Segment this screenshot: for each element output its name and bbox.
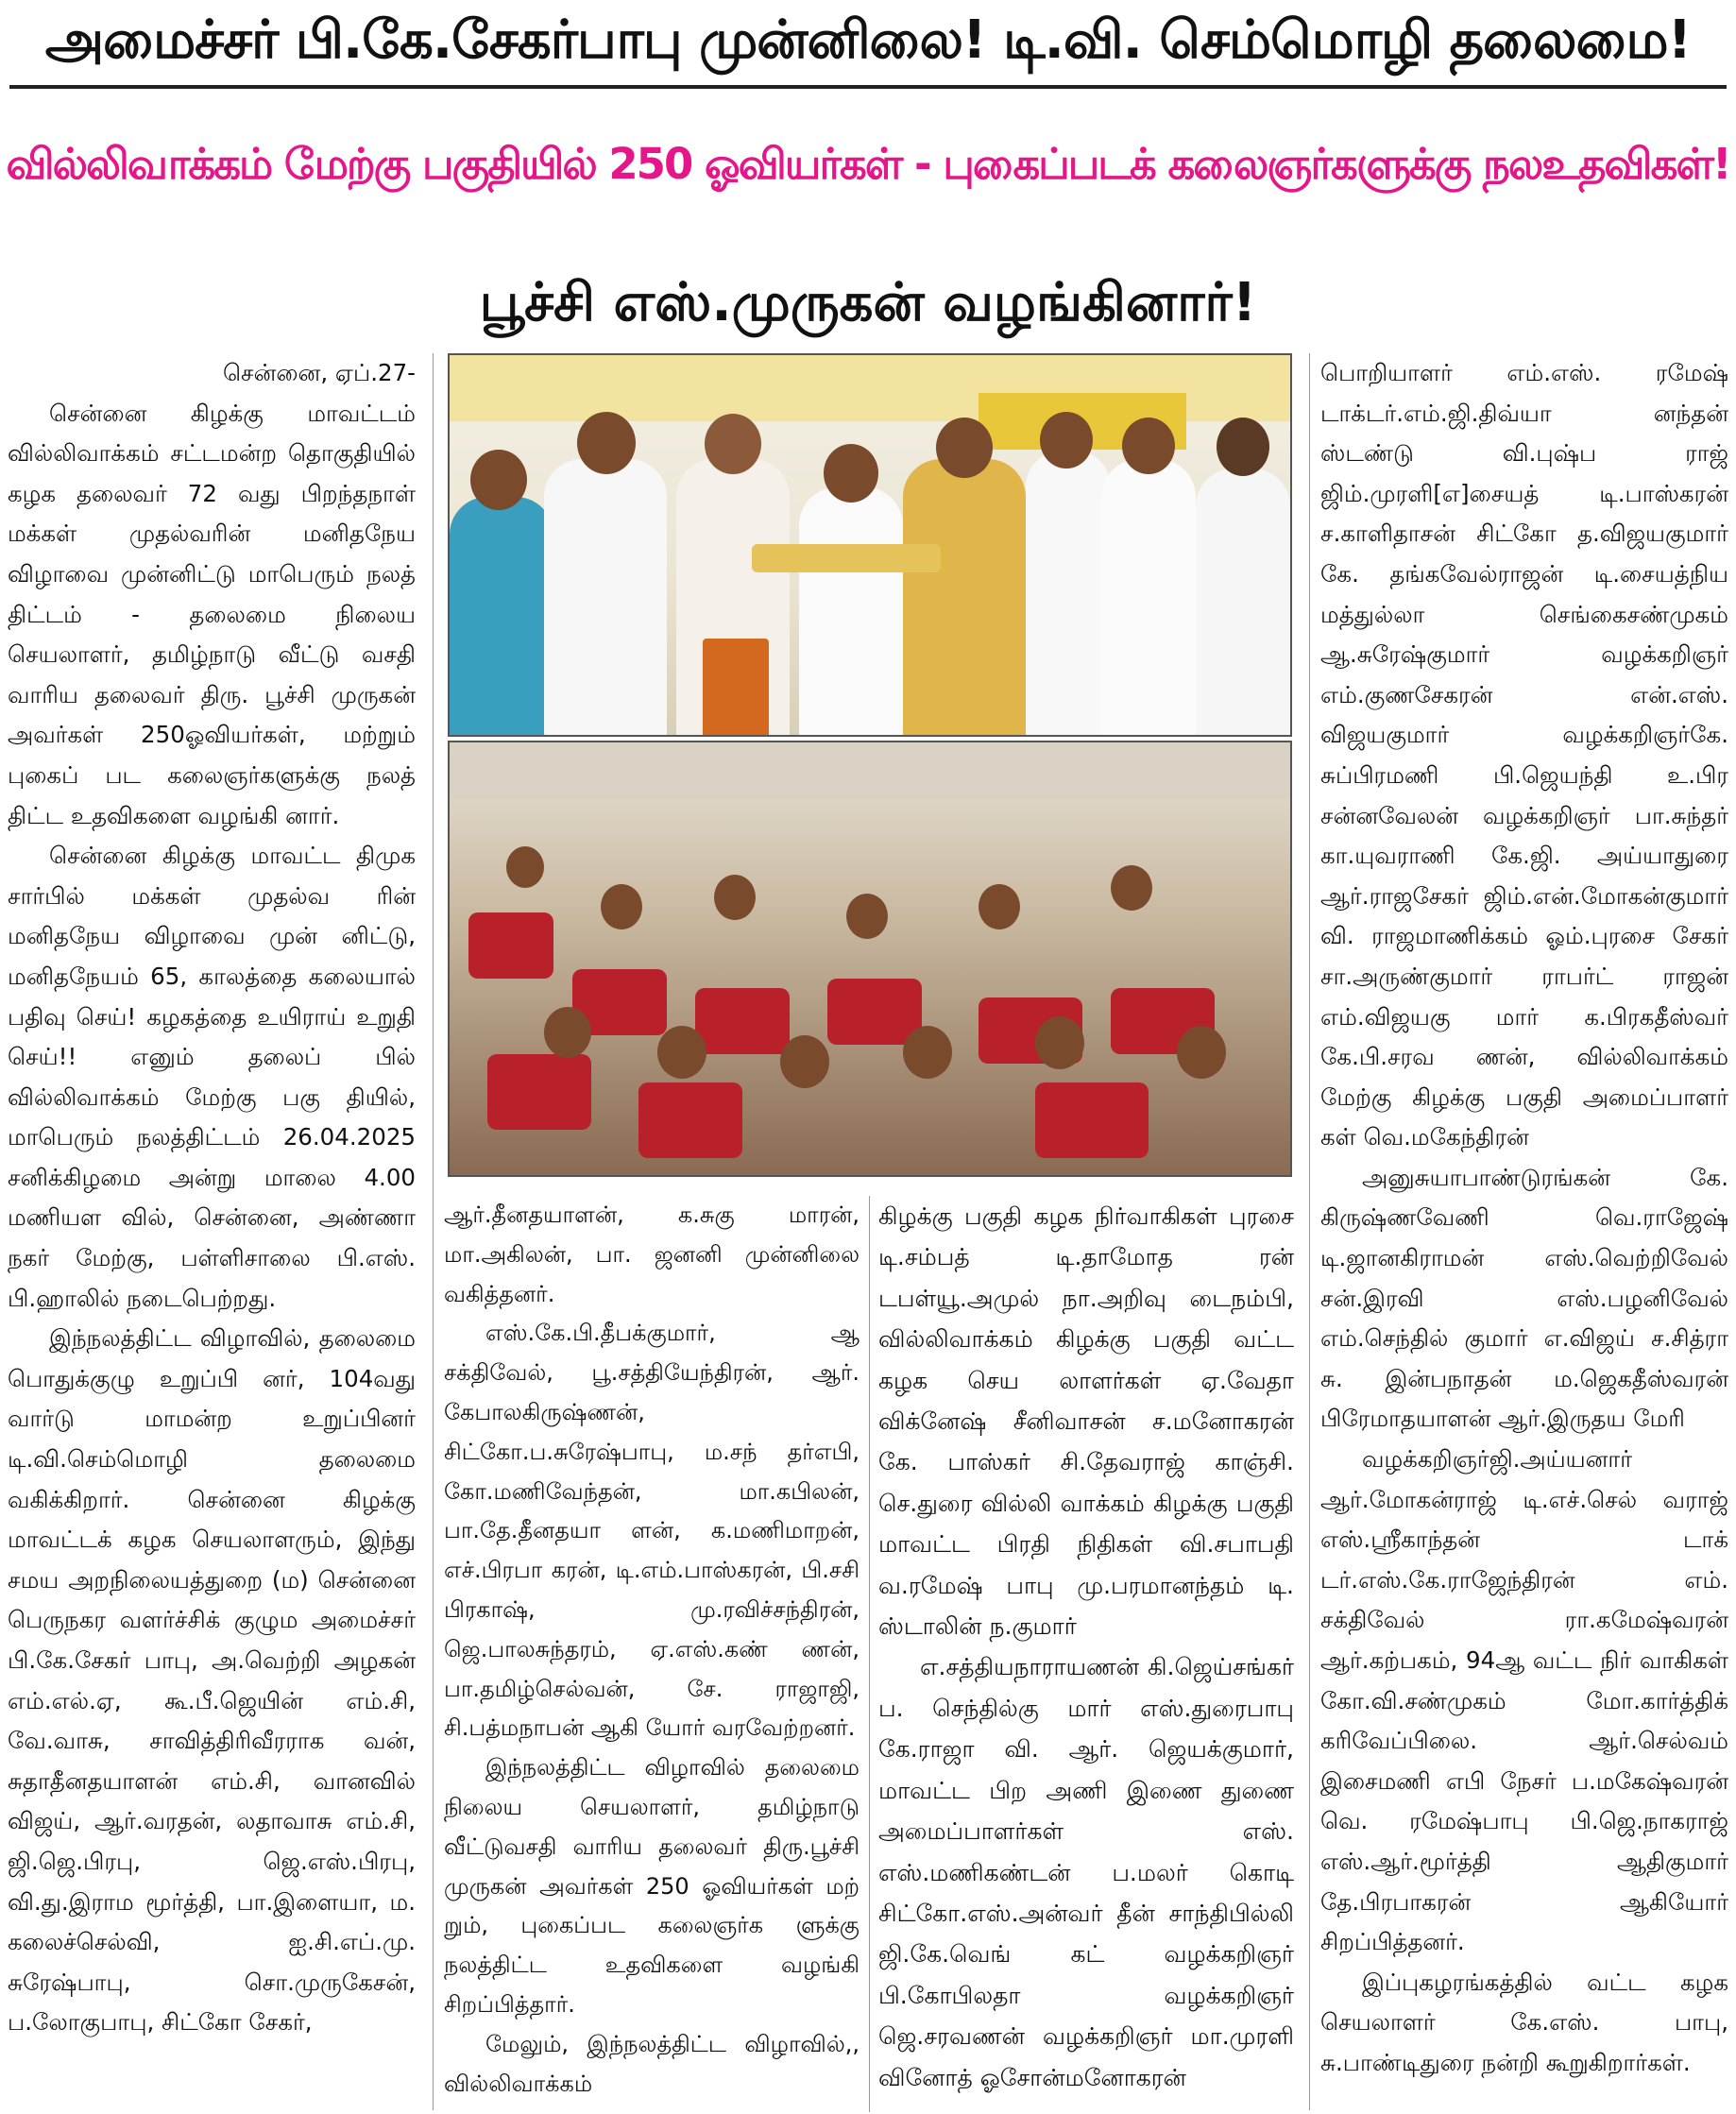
person-head bbox=[1035, 1016, 1084, 1069]
person-head bbox=[1040, 412, 1093, 469]
gift-package bbox=[752, 544, 941, 572]
person-figure bbox=[1101, 459, 1196, 737]
paragraph: வழக்கறிஞர்ஜி.அய்யனார் ஆர்.மோகன்ராஜ் டி.எச்.செல் வராஜ் எஸ்.ஸ்ரீகாந்தன் டாக் டர்.எஸ்.கே.ராஜேந்திரன் எம். சக்திவேல் ரா.கமேஷ்வரன் ஆர்.கற்பகம், 94ஆ வட்ட நிர் வாகிகள் கோ.வி.சண்முகம் மோ.கார்த்திக் கரிவேப்பிலை. ஆர்.செல்வம் இசைமணி எபி நேசர் ப.மகேஷ்வரன் வெ. ரமேஷ்பாபு பி.ஜெ.நாகராஜ் எஸ்.ஆர்.மூர்த்தி ஆதிகுமார் தே.பிரபாகரன் ஆகியோர் சிறப்பித்தனர். bbox=[1320, 1445, 1728, 1956]
paragraph: இந்நலத்திட்ட விழாவில், தலைமை பொதுக்குழு உறுப்பி னர், 104வது வார்டு மாமன்ற உறுப்பினர் டி.வி.செம்மொழி தலைமை வகிக்கிறார். சென்னை கிழக்கு மாவட்டக் கழக செயலாளரும், இந்து சமய அறநிலையத்துறை (ம) சென்னை பெருநகர வளர்ச்சிக் குழும அமைச்சர் பி.கே.சேகர் பாபு, அ.வெற்றி அழகன் எம்.எல்.ஏ, கூ.பீ.ஜெயின் எம்.சி, வே.வாசு, சாவித்திரிவீரராக வன், சுதாதீனதயாளன் எம்.சி, வானவில் விஜய், ஆர்.வரதன், லதாவாசு எம்.சி, ஜி.ஜெ.பிரபு, ஜெ.எஸ்.பிரபு, வி.து.இராம மூர்த்தி, பா.இளையா, ம. கலைச்செல்வி, ஐ.சி.எப்.மு. சுரேஷ்பாபு, சொ.முருகேசன், ப.லோகுபாபு, சிட்கோ சேகர், bbox=[8, 1324, 416, 2037]
column-divider bbox=[433, 353, 434, 2110]
article-column-2 bbox=[444, 1196, 859, 2112]
person-head bbox=[979, 884, 1020, 929]
person-figure bbox=[799, 487, 903, 737]
person-head bbox=[824, 444, 878, 503]
paragraph: எஸ்.கே.பி.தீபக்குமார், ஆ சக்திவேல், பூ.சத்தியேந்திரன், ஆர். கேபாலகிருஷ்ணன், சிட்கோ.ப.சுரேஷ்பாபு, ம.சந் தர்எபி, கோ.மணிவேந்தன், மா.கபிலன், பா.தே.தீனதயா ளன், க.மணிமாறன், எச்.பிரபா கரன், டி.எம்.பாஸ்கரன், பி.சசி பிரகாஷ், மு.ரவிச்சந்திரன், ஜெ.பாலசுந்தரம், ஏ.எஸ்.கண் ணன், பா.தமிழ்செல்வன், சே. ராஜாஜி, சி.பத்மநாபன் ஆகி யோர் வரவேற்றனர். bbox=[444, 1320, 859, 1742]
paragraph: மேலும், இந்நலத்திட்ட விழாவில்,, வில்லிவாக்கம் bbox=[444, 2030, 859, 2097]
person-head bbox=[470, 450, 527, 510]
paragraph: கிழக்கு பகுதி கழக நிர்வாகிகள் புரசை டி.சம்பத் டி.தாமோத ரன் டபள்யூ.அமுல் நா.அறிவு டைநம்பி, வில்லிவாக்கம் கிழக்கு பகுதி வட்ட கழக செய லாளர்கள் ஏ.வேதா விக்னேஷ் சீனிவாசன் ச.மனோகரன் கே. பாஸ்கர் சி.தேவராஜ் காஞ்சி. செ.துரை வில்லி வாக்கம் கிழக்கு பகுதி மாவட்ட பிரதி நிதிகள் வி.சபாபதி வ.ரமேஷ் பாபு மு.பரமானந்தம் டி. ஸ்டாலின் ந.குமார் bbox=[878, 1202, 1294, 1641]
column-divider bbox=[869, 1196, 870, 2112]
paragraph: இப்புகழரங்கத்தில் வட்ட கழக செயலாளர் கே.எஸ். பாபு, சு.பாண்டிதுரை நன்றி கூறுகிறார்கள். bbox=[1320, 1968, 1728, 2076]
paragraph: சென்னை கிழக்கு மாவட்டம் வில்லிவாக்கம் சட்டமன்ற தொகுதியில் கழக தலைவர் 72 வது பிறந்தநாள் மக்கள் முதல்வரின் மனிதநேய விழாவை முன்னிட்டு மாபெரும் நலத் திட்டம் - தலைமை நிலைய செயலாளர், தமிழ்நாடு வீட்டு வசதி வாரிய தலைவர் திரு. பூச்சி முருகன் அவர்கள் 250ஓவியர்கள், மற்றும் புகைப் பட கலைஞர்களுக்கு நலத் திட்ட உதவிகளை வழங்கி னார். bbox=[8, 399, 416, 829]
person-head bbox=[936, 418, 993, 478]
person-head bbox=[846, 894, 888, 939]
person-figure bbox=[1026, 450, 1111, 737]
chair bbox=[638, 1083, 742, 1158]
person-head bbox=[705, 414, 761, 474]
person-head bbox=[1177, 1026, 1226, 1079]
paragraph: ஆர்.தீனதயாளன், க.சுகு மாரன், மா.அகிலன், பா. ஜனனி முன்னிலை வகித்தனர். bbox=[444, 1202, 859, 1307]
dateline: சென்னை, ஏப்.27- bbox=[222, 359, 416, 386]
paragraph: பொறியாளர் எம்.எஸ். ரமேஷ் டாக்டர்.எம்.ஜி.திவ்யா னந்தன் ஸ்டண்டு வி.புஷ்ப ராஜ் ஜிம்.முரளி[எ]சையத் டி.பாஸ்கரன் ச.காளிதாசன் சிட்கோ த.விஜயகுமார் கே. தங்கவேல்ராஜன் டி.சையத்நிய மத்துல்லா செங்கைசண்முகம் ஆ.சுரேஷ்குமார் வழக்கறிஞர் எம்.குணசேகரன் என்.எஸ். விஜயகுமார் வழக்கறிஞர்கே. சுப்பிரமணி பி.ஜெயந்தி உ.பிர சன்னவேலன் வழக்கறிஞர் பா.சுந்தர் கா.யுவராணி கே.ஜி. அய்யாதுரை ஆர்.ராஜசேகர் ஜிம்.என்.மோகன்குமார் வி. ராஜமாணிக்கம் ஓம்.புரசை சேகர் சா.அருண்குமார் ராபர்ட் ராஜன் எம்.விஜயகு மார் க.பிரகதீஸ்வர் கே.பி.சரவ ணன், வில்லிவாக்கம் மேற்கு கிழக்கு பகுதி அமைப்பாளர் கள் வெ.மகேந்திரன் bbox=[1320, 359, 1728, 1151]
chair bbox=[468, 912, 553, 979]
person-head bbox=[1111, 865, 1152, 911]
top-headline: அமைச்சர் பி.கே.சேகர்பாபு முன்னிலை! டி.வி. செம்மொழி தலைமை! bbox=[44, 9, 1692, 71]
person-head bbox=[544, 1007, 591, 1058]
paragraph: எ.சத்தியநாராயணன் கி.ஜெய்சங்கர் ப. செந்தில்கு மார் எஸ்.துரைபாபு கே.ராஜா வி. ஆர். ஜெயக்குமார், மாவட்ட பிற அணி இணை துணை அமைப்பாளர்கள் எஸ். எஸ்.மணிகண்டன் ப.மலர் கொடி சிட்கோ.எஸ்.அன்வர் தீன் சாந்திபில்லி ஜி.கே.வெங் கட் வழக்கறிஞர் பி.கோபிலதா வழக்கறிஞர் ஜெ.சரவணன் வழக்கறிஞர் மா.முரளி வினோத் ஓசோன்மனோகரன் bbox=[878, 1653, 1294, 2091]
chair bbox=[487, 1054, 591, 1130]
hall-backdrop bbox=[450, 742, 1292, 799]
person-figure bbox=[903, 459, 1026, 737]
person-figure bbox=[544, 459, 667, 737]
person-head bbox=[714, 875, 756, 920]
sub-headline: பூச்சி எஸ்.முருகன் வழங்கினார்! bbox=[479, 272, 1257, 333]
photo-audience bbox=[448, 741, 1292, 1177]
person-head bbox=[1217, 418, 1269, 476]
chair bbox=[695, 988, 790, 1054]
paragraph: அனுசுயாபாண்டுரங்கன் கே. கிருஷ்ணவேணி வெ.ராஜேஷ் டி.ஜானகிராமன் எஸ்.வெற்றிவேல் சன்.இரவி எஸ்.பழனிவேல் எம்.செந்தில் குமார் எ.விஜய் ச.சித்ரா சு. இன்பநாதன் ம.ஜெகதீஸ்வரன் பிரேமாதயாளன் ஆர்.இருதய மேரி bbox=[1320, 1163, 1728, 1433]
person-head bbox=[780, 1035, 829, 1088]
person-figure bbox=[703, 639, 769, 737]
person-head bbox=[1122, 418, 1175, 474]
article-column-1 bbox=[8, 353, 416, 2110]
photo-presentation bbox=[448, 353, 1292, 737]
person-head bbox=[577, 412, 636, 474]
person-head bbox=[506, 846, 544, 888]
article-column-4 bbox=[1320, 353, 1728, 2110]
paragraph: இந்நலத்திட்ட விழாவில் தலைமை நிலைய செயலாளர், தமிழ்நாடு வீட்டுவசதி வாரிய தலைவர் திரு.பூச்சி முருகன் அவர்கள் 250 ஓவியர்கள் மற் றும், புகைப்பட கலைஞர்க ளுக்கு நலத்திட்ட உதவிகளை வழங்கி சிறப்பித்தார். bbox=[444, 1754, 859, 2018]
paragraph: சென்னை கிழக்கு மாவட்ட திமுக சார்பில் மக்கள் முதல்வ ரின் மனிதநேய விழாவை முன் னிட்டு, மனிதநேயம் 65, காலத்தை கலையால் பதிவு செய்! கழகத்தை உயிராய் உறுதி செய்!! எனும் தலைப் பில் வில்லிவாக்கம் மேற்கு பகு தியில், மாபெரும் நலத்திட்டம் 26.04.2025 சனிக்கிழமை அன்று மாலை 4.00 மணியள வில், சென்னை, அண்ணா நகர் மேற்கு, பள்ளிசாலை பி.எஸ். பி.ஹாலில் நடைபெற்றது. bbox=[8, 842, 416, 1312]
person-head bbox=[903, 1026, 952, 1079]
column-divider bbox=[1309, 353, 1310, 2110]
person-head bbox=[657, 1026, 706, 1079]
person-figure bbox=[450, 497, 553, 737]
person-head bbox=[601, 884, 642, 929]
person-figure bbox=[1196, 469, 1290, 737]
headline-rule bbox=[9, 85, 1727, 89]
article-column-3 bbox=[878, 1196, 1294, 2112]
main-headline: வில்லிவாக்கம் மேற்கு பகுதியில் 250 ஓவியர்கள் - புகைப்படக் கலைஞர்களுக்கு நலஉதவிகள்! bbox=[6, 139, 1730, 189]
chair bbox=[1035, 1083, 1149, 1158]
